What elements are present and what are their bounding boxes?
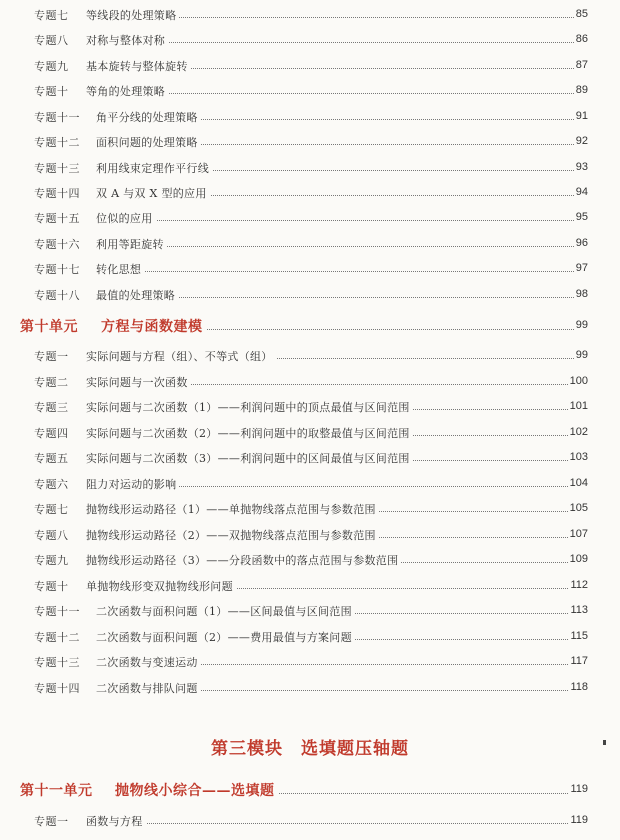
topic-number: 专题十三 xyxy=(34,656,80,669)
toc-entry xyxy=(0,30,620,50)
topic-title: 实际问题与二次函数（2）——利润问题中的取整最值与区间范围 xyxy=(86,425,413,441)
toc-entry xyxy=(0,107,620,127)
toc-entry xyxy=(0,259,620,279)
topic-number: 专题十八 xyxy=(34,289,80,302)
topic-number: 专题六 xyxy=(34,478,69,491)
toc-entry xyxy=(0,678,620,698)
page-number: 117 xyxy=(570,655,588,667)
topic-number: 专题九 xyxy=(34,60,69,73)
page-number: 109 xyxy=(569,553,588,565)
page-number: 118 xyxy=(570,681,588,693)
topic-number: 专题十四 xyxy=(34,187,80,200)
topic-number: 专题一 xyxy=(34,815,69,828)
toc-entry xyxy=(0,448,620,468)
module-heading xyxy=(0,734,620,759)
page-number: 104 xyxy=(569,477,588,489)
topic-title: 转化思想 xyxy=(96,261,144,277)
dot-leader xyxy=(200,329,584,330)
page-number: 87 xyxy=(575,59,588,71)
toc-entry xyxy=(0,601,620,621)
topic-title: 等线段的处理策略 xyxy=(86,7,179,23)
topic-title: 实际问题与二次函数（1）——利润问题中的顶点最值与区间范围 xyxy=(86,399,413,415)
toc-entry xyxy=(0,346,620,366)
topic-title: 面积问题的处理策略 xyxy=(96,134,201,150)
topic-number: 专题五 xyxy=(34,452,69,465)
topic-title: 二次函数与排队问题 xyxy=(96,680,201,696)
topic-title: 实际问题与二次函数（3）——利润问题中的区间最值与区间范围 xyxy=(86,450,413,466)
page-number: 101 xyxy=(569,400,588,412)
topic-title: 实际问题与一次函数 xyxy=(86,374,191,390)
page-number: 113 xyxy=(570,604,588,616)
module-title: 第三模块 选填题压轴题 xyxy=(211,739,409,759)
toc-entry xyxy=(0,81,620,101)
dot-leader xyxy=(100,42,584,43)
toc-entry xyxy=(0,550,620,570)
topic-number: 专题十一 xyxy=(34,605,80,618)
page-number: 96 xyxy=(575,237,588,249)
page-number: 89 xyxy=(575,84,588,96)
toc-entry xyxy=(0,627,620,647)
page-number: 119 xyxy=(570,783,588,795)
topic-number: 专题十 xyxy=(34,580,69,593)
page-number: 99 xyxy=(575,349,588,361)
topic-number: 专题十二 xyxy=(34,631,80,644)
topic-number: 专题十三 xyxy=(34,162,80,175)
page-number: 112 xyxy=(570,579,588,591)
unit-heading xyxy=(0,780,620,800)
page-number: 107 xyxy=(569,528,588,540)
toc-entry xyxy=(0,208,620,228)
toc-entry xyxy=(0,499,620,519)
topic-title: 抛物线形运动路径（2）——双抛物线落点范围与参数范围 xyxy=(86,527,379,543)
page-number: 95 xyxy=(575,211,588,223)
unit-number: 第十单元 xyxy=(20,319,78,335)
page-number: 102 xyxy=(569,426,588,438)
dot-leader xyxy=(100,220,584,221)
topic-title: 等角的处理策略 xyxy=(86,83,168,99)
topic-number: 专题二 xyxy=(34,376,69,389)
topic-title: 二次函数与面积问题（1）——区间最值与区间范围 xyxy=(96,603,355,619)
topic-number: 专题十二 xyxy=(34,136,80,149)
topic-number: 专题四 xyxy=(34,427,69,440)
page-number: 100 xyxy=(569,375,588,387)
topic-number: 专题八 xyxy=(34,529,69,542)
toc-entry xyxy=(0,652,620,672)
page-number: 119 xyxy=(570,814,588,826)
page-number: 94 xyxy=(575,186,588,198)
page-number: 85 xyxy=(575,8,588,20)
topic-title: 二次函数与变速运动 xyxy=(96,654,201,670)
topic-number: 专题十 xyxy=(34,85,69,98)
page-number: 99 xyxy=(575,319,588,331)
toc-entry xyxy=(0,397,620,417)
dot-leader xyxy=(100,93,584,94)
topic-title: 单抛物线形变双抛物线形问题 xyxy=(86,578,236,594)
toc-entry xyxy=(0,285,620,305)
unit-title: 方程与函数建模 xyxy=(101,316,206,336)
page-number: 115 xyxy=(570,630,588,642)
toc-entry xyxy=(0,576,620,596)
topic-title: 二次函数与面积问题（2）——费用最值与方案问题 xyxy=(96,629,355,645)
topic-title: 实际问题与方程（组）、不等式（组） xyxy=(86,348,276,364)
topic-title: 最值的处理策略 xyxy=(96,287,178,303)
toc-entry xyxy=(0,423,620,443)
topic-number: 专题八 xyxy=(34,34,69,47)
toc-entry xyxy=(0,525,620,545)
topic-title: 抛物线形运动路径（3）——分段函数中的落点范围与参数范围 xyxy=(86,552,401,568)
toc-entry xyxy=(0,372,620,392)
toc-entry xyxy=(0,474,620,494)
page-number: 86 xyxy=(575,33,588,45)
topic-title: 函数与方程 xyxy=(86,813,146,829)
topic-title: 位似的应用 xyxy=(96,210,156,226)
topic-number: 专题一 xyxy=(34,350,69,363)
topic-number: 专题十四 xyxy=(34,682,80,695)
dot-leader xyxy=(100,271,584,272)
page-number: 103 xyxy=(569,451,588,463)
topic-title: 对称与整体对称 xyxy=(86,32,168,48)
page-number: 97 xyxy=(575,262,588,274)
page-number: 93 xyxy=(575,161,588,173)
toc-entry xyxy=(0,5,620,25)
corner-mark xyxy=(603,740,606,745)
topic-title: 基本旋转与整体旋转 xyxy=(86,58,191,74)
toc-entry xyxy=(0,132,620,152)
toc-entry xyxy=(0,811,620,831)
topic-number: 专题十一 xyxy=(34,111,80,124)
toc-entry xyxy=(0,56,620,76)
topic-title: 利用线束定理作平行线 xyxy=(96,160,212,176)
topic-number: 专题十五 xyxy=(34,212,80,225)
topic-title: 角平分线的处理策略 xyxy=(96,109,201,125)
unit-number: 第十一单元 xyxy=(20,783,93,799)
topic-number: 专题九 xyxy=(34,554,69,567)
topic-number: 专题十七 xyxy=(34,263,80,276)
unit-heading xyxy=(0,316,620,336)
page-number: 98 xyxy=(575,288,588,300)
topic-title: 阻力对运动的影响 xyxy=(86,476,179,492)
topic-title: 利用等距旋转 xyxy=(96,236,167,252)
topic-number: 专题七 xyxy=(34,9,69,22)
topic-number: 专题七 xyxy=(34,503,69,516)
toc-entry xyxy=(0,158,620,178)
unit-title: 抛物线小综合——选填题 xyxy=(115,780,278,800)
page-number: 105 xyxy=(569,502,588,514)
dot-leader xyxy=(100,823,584,824)
page-number: 92 xyxy=(575,135,588,147)
dot-leader xyxy=(260,793,584,794)
topic-title: 抛物线形运动路径（1）——单抛物线落点范围与参数范围 xyxy=(86,501,379,517)
topic-number: 专题十六 xyxy=(34,238,80,251)
topic-title: 双 A 与双 X 型的应用 xyxy=(96,185,210,201)
toc-entry xyxy=(0,234,620,254)
toc-entry xyxy=(0,183,620,203)
topic-number: 专题三 xyxy=(34,401,69,414)
dot-leader xyxy=(100,246,584,247)
page-number: 91 xyxy=(575,110,588,122)
